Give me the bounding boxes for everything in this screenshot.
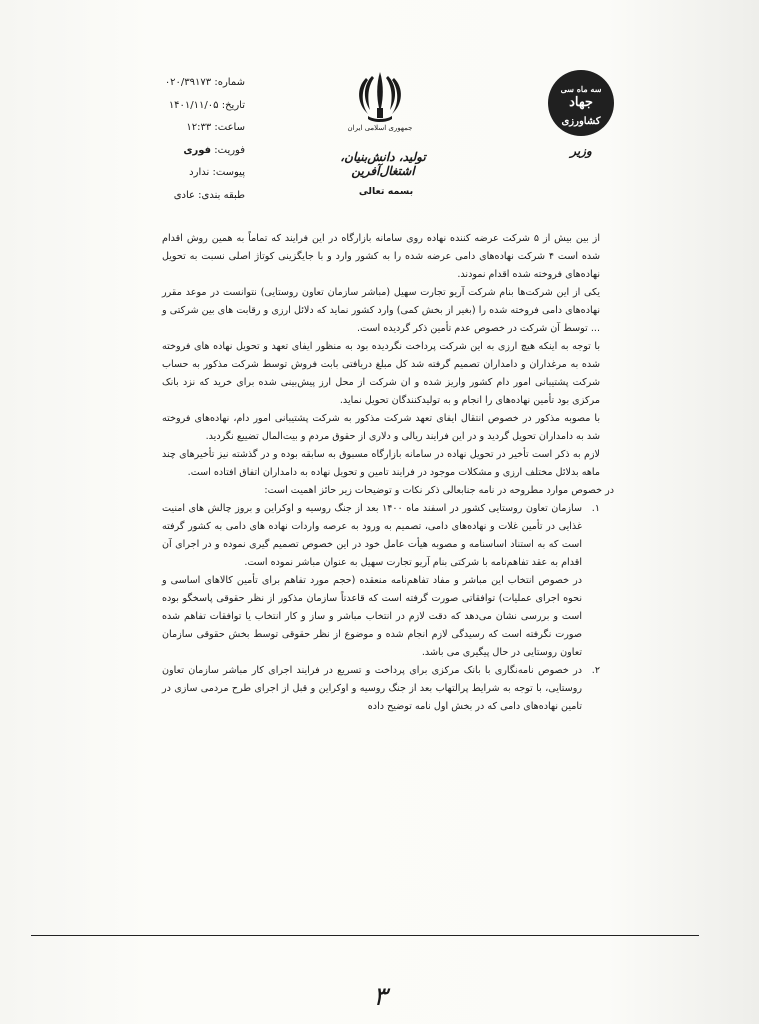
logo-bottom-text: کشاورزی <box>561 116 601 127</box>
meta-classification: طبقه بندی: عادی <box>173 189 245 201</box>
page-number: ۳ <box>373 982 387 1012</box>
paragraph: لازم به ذکر است تأخیر در تحویل نهاده در سامانه بازارگاه مسبوق به سابقه بوده و در گذشته نیز تأخیرهای چند ماهه بدلائل مختلف ارزی و مشکلات موجود در فرایند تامین و تحویل نهاده به دامداران اتفاق افتاده است. <box>162 449 600 478</box>
iran-emblem-icon <box>352 68 408 124</box>
footer-divider <box>31 935 699 936</box>
item-number: ۱. <box>591 503 600 514</box>
minister-label: وزیر <box>570 144 592 158</box>
item-text: در خصوص نامه‌نگاری با بانک مرکزی برای پرداخت و تسریع در فرایند اجرای کار مباشر سازمان تعاون روستایی، با توجه به شرایط پرالتهاب بعد از جنگ روسیه و اوکراین و قبل از اجرای طرح مردمی سازی در تامین نهاده‌های دامی که در بخش اول نامه توضیح داده <box>162 665 582 712</box>
paragraph: از بین بیش از ۵ شرکت عرضه کننده نهاده روی سامانه بازارگاه در این فرایند که تماماً به همین روش اقدام شده است ۴ شرکت نهاده‌های دامی عرضه شده را به کشور وارد و با جایگزینی کوتاژ اصلی نسبت به تحویل نهاده‌های فروخته شده اقدام نمودند. <box>162 233 600 280</box>
meta-attachment: پیوست: ندارد <box>189 167 245 179</box>
list-item <box>162 662 600 716</box>
paragraph: با توجه به اینکه هیچ ارزی به این شرکت پرداخت نگردیده بود به منظور ایفای تعهد و تحویل نهاده های فروخته شده به مرغداران و دامداران تصمیم گرفته شد کل مبلغ دریافتی بابت فروش توسط شرکت مذکور به حساب شرکت پشتیبانی امور دام کشور واریز شده و ان شرکت از محل ارز پیش‌بینی شده برای خرید که نزد بانک مرکزی بود تأمین نهاده‌های را انجام و به تولیدکنندگان تحویل نماید. <box>162 341 600 406</box>
letter-meta <box>125 72 245 208</box>
meta-time: ساعت: ۱۲:۳۳ <box>186 122 245 134</box>
item-number: ۲. <box>591 665 600 676</box>
emblem-caption: جمهوری اسلامی ایران <box>347 124 413 132</box>
item-text: سازمان تعاون روستایی کشور در اسفند ماه ۱۴۰۰ بعد از جنگ روسیه و اوکراین و بروز چالش های امنیت غذایی در تأمین غلات و نهاده‌های دامی، تصمیم به ورود به عرصه واردات نهاده های دامی به کشور گرفته است که به استناد اساسنامه و مصوبه هیأت عامل خود در این خصوص تصمیم گیری نموده و در اجرای آن اقدام به عقد تفاهم‌نامه با شرکتی بنام آریو تجارت سهیل به عنوان مباشر نموده است. <box>162 503 582 568</box>
list-item <box>162 572 600 662</box>
list-item <box>162 500 600 572</box>
paragraph: در خصوص موارد مطروحه در نامه جنابعالی ذکر نکات و توضیحات زیر حائز اهمیت است: <box>264 485 614 496</box>
meta-priority: فوریت: فوری <box>183 144 245 156</box>
ministry-logo <box>548 70 614 136</box>
bismillah-heading: بسمه تعالی <box>358 186 414 197</box>
paragraph: با مصوبه مذکور در خصوص انتقال ایفای تعهد شرکت مذکور به شرکت پشتیبانی امور دام، نهاده‌های فروخته شد به دامداران تحویل گردید و در این فرایند ریالی و دلاری از حقوق مردم و بیت‌المال تضییع نگردید. <box>162 413 600 442</box>
meta-number: شماره: ۰۲۰/۳۹۱۷۳ <box>164 77 245 88</box>
letter-body <box>162 230 614 716</box>
item-text: در خصوص انتخاب این مباشر و مفاد تفاهم‌نامه منعقده (حجم مورد تفاهم برای تأمین کالاهای اساسی و نحوه اجرای عملیات) توافقاتی صورت گرفته است که قاعدتاً سازمان مذکور از نظر حقوقی پاسخگو بوده است و بررسی نشان می‌دهد که دقت لازم در انتخاب مباشر و ساز و کار انتخاب یا توافقات تفاهم شده صورت نگرفته است که رسیدگی لازم انجام شده و موضوع از نظر حقوقی توسط بخش حقوقی سازمان تعاون روستایی در حال پیگیری می باشد. <box>162 575 582 658</box>
logo-top-text: جهاد <box>569 95 593 110</box>
logo-small-text: سه ماه سی <box>560 84 602 94</box>
paragraph: یکی از این شرکت‌ها بنام شرکت آریو تجارت سهیل (مباشر سازمان تعاون روستایی) نتوانست در موعد مقرر نهاده‌های دامی فروخته شده را (بغیر از بخش کمی) وارد کشور نماید که دلائل ارزی و رقابت های بین شرکتی و ... توسط آن شرکت در خصوص عدم تأمین ذکر گردیده است. <box>162 287 600 334</box>
meta-date: تاریخ: ۱۴۰۱/۱۱/۰۵ <box>168 99 245 111</box>
year-slogan: تولید، دانش‌بنیان، اشتغال‌آفرین <box>340 150 426 178</box>
